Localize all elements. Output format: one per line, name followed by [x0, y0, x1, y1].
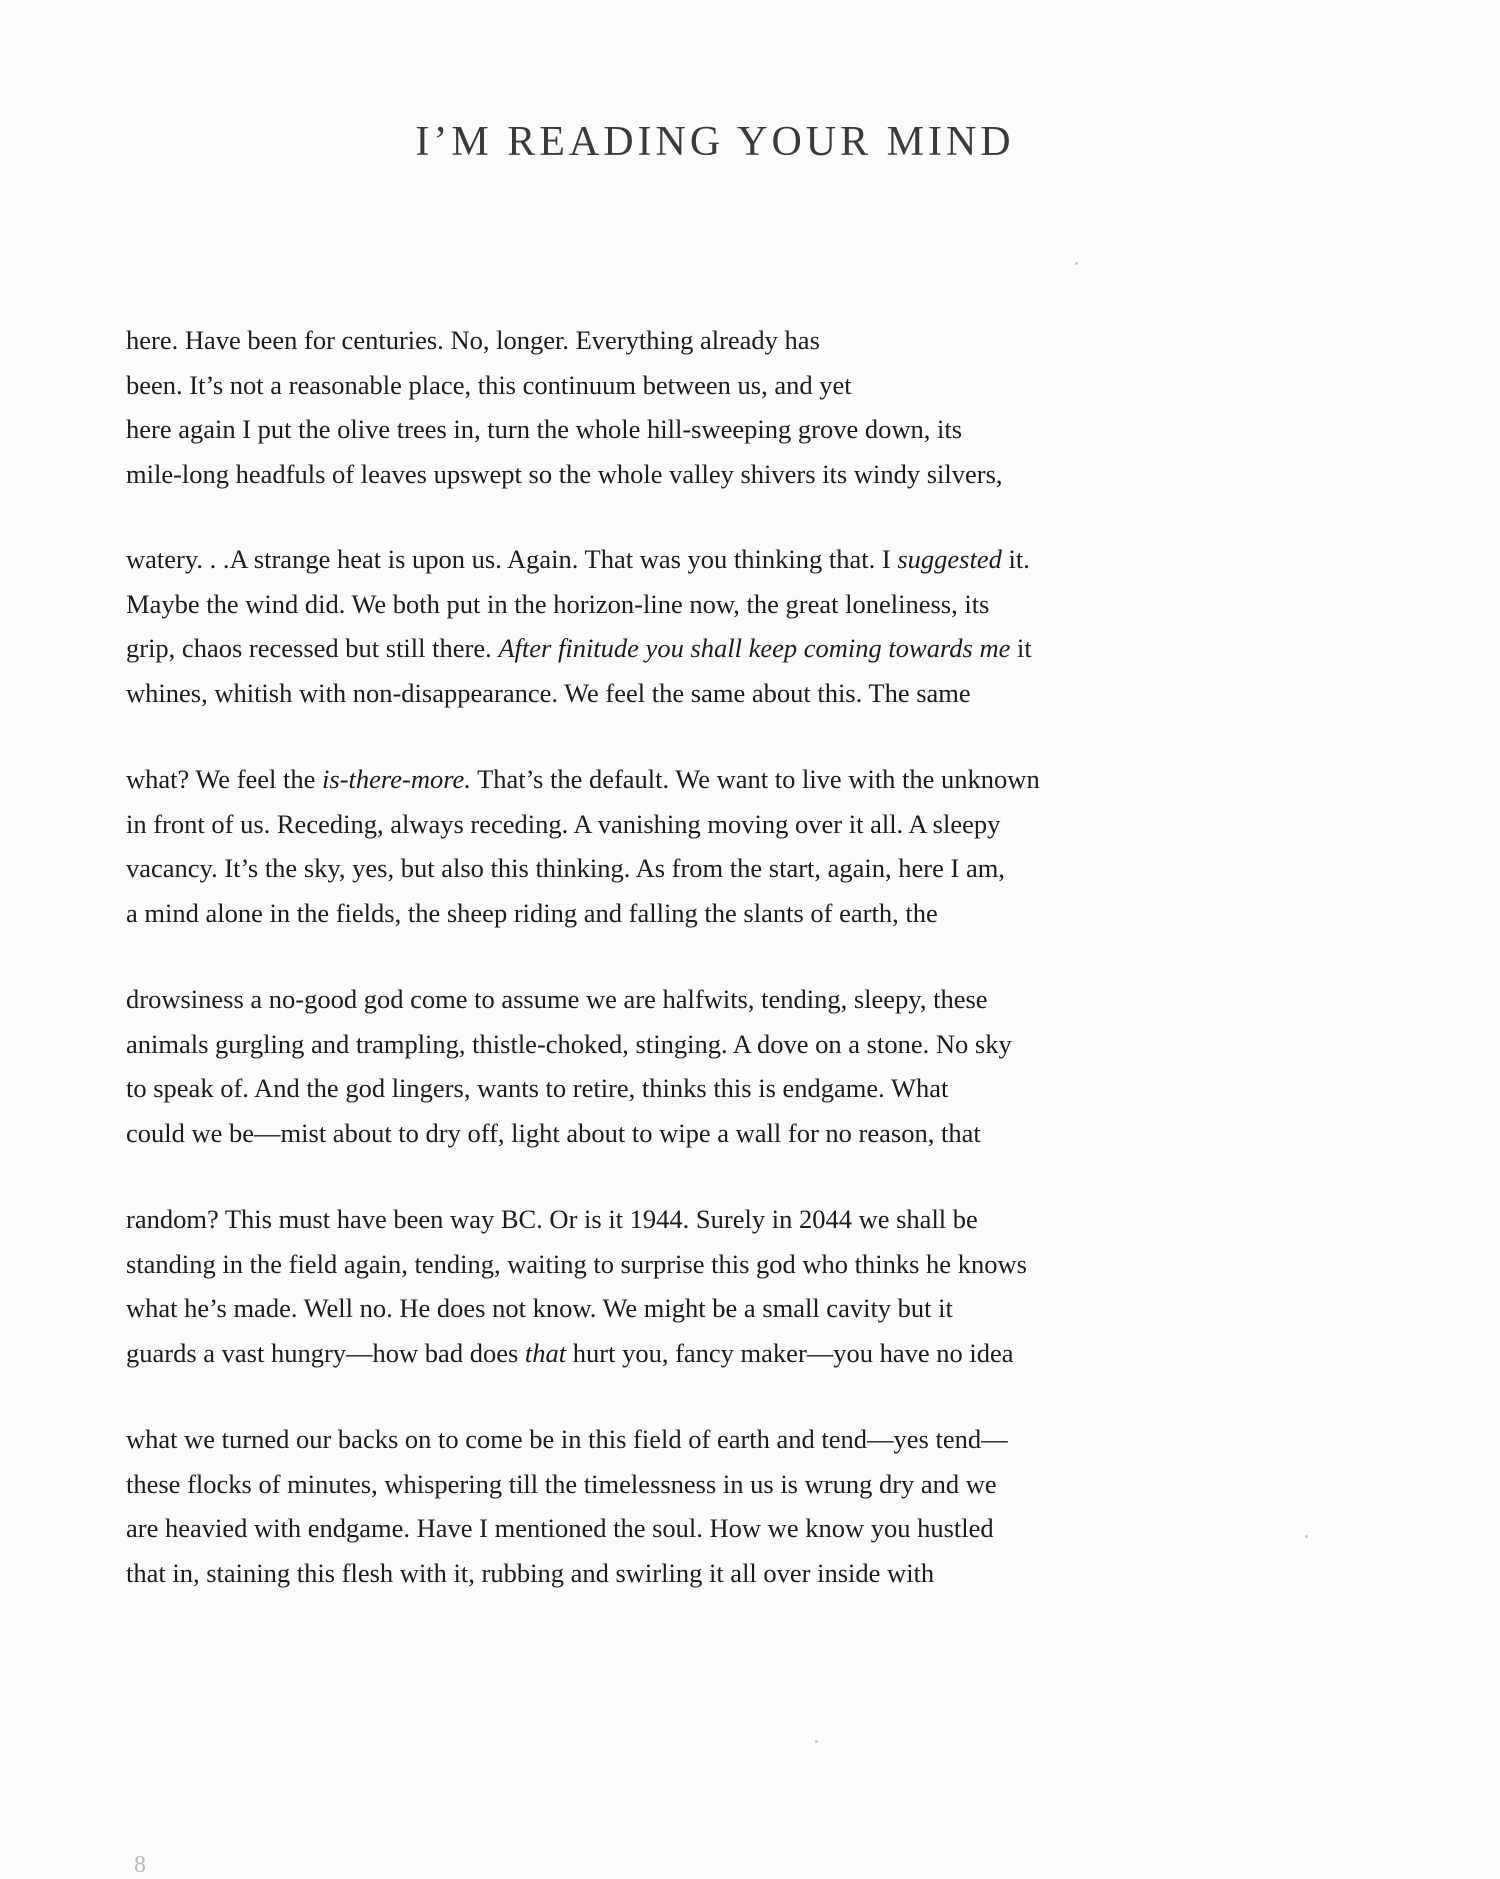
poem-line: whines, whitish with non-disappearance. We feel the same about this. The same [126, 677, 971, 708]
poem-line: grip, chaos recessed but still there. After finitude you shall keep coming towards me it [126, 633, 1032, 663]
poem-line: what? We feel the is-there-more. That’s the default. We want to live with the unknown [126, 764, 1040, 794]
poem-line: here again I put the olive trees in, turn the whole hill-sweeping grove down, its [126, 414, 963, 444]
poem-line: to speak of. And the god lingers, wants to retire, thinks this is endgame. What [126, 1073, 949, 1103]
stanza-4 [126, 977, 1266, 1155]
poem-line: been. It’s not a reasonable place, this continuum between us, and yet [126, 369, 852, 400]
stanza-5 [126, 1197, 1266, 1375]
scan-speck [815, 1740, 818, 1743]
poem-line: in front of us. Receding, always receding. A vanishing moving over it all. A sleepy [126, 808, 1001, 839]
stanza-6 [126, 1417, 1266, 1595]
poem-line: animals gurgling and trampling, thistle-choked, stinging. A dove on a stone. No sky [126, 1028, 1012, 1059]
poem-line: what we turned our backs on to come be in this field of earth and tend—yes tend— [126, 1424, 1008, 1454]
poem-line: what he’s made. Well no. He does not know. We might be a small cavity but it [126, 1293, 953, 1323]
poem-title: I’M READING YOUR MIND [415, 119, 1015, 165]
poem-line: vacancy. It’s the sky, yes, but also this thinking. As from the start, again, here I am, [126, 853, 1005, 883]
poem-line: here. Have been for centuries. No, longer. Everything already has [126, 325, 820, 355]
poem-line: standing in the field again, tending, waiting to surprise this god who thinks he knows [126, 1248, 1027, 1279]
poem-line: Maybe the wind did. We both put in the horizon-line now, the great loneliness, its [126, 588, 990, 619]
scan-speck [1075, 262, 1078, 265]
poem-line: watery. . .A strange heat is upon us. Again. That was you thinking that. I suggested it. [126, 544, 1030, 574]
poem-line: are heavied with endgame. Have I mentioned the soul. How we know you hustled [126, 1513, 994, 1543]
scan-speck [1305, 1535, 1308, 1538]
poem-line: drowsiness a no-good god come to assume we are halfwits, tending, sleepy, these [126, 984, 988, 1014]
stanza-2 [126, 537, 1266, 715]
poem-line: guards a vast hungry—how bad does that hurt you, fancy maker—you have no idea [126, 1337, 1014, 1368]
poem-line: these flocks of minutes, whispering till the timelessness in us is wrung dry and we [126, 1468, 997, 1499]
poem-line: that in, staining this flesh with it, rubbing and swirling it all over inside with [126, 1557, 935, 1588]
poem-line: a mind alone in the fields, the sheep riding and falling the slants of earth, the [126, 897, 938, 928]
page-number: 8 [134, 1852, 146, 1878]
stanza-1 [126, 318, 1266, 496]
stanza-3 [126, 757, 1266, 935]
poem-line: mile-long headfuls of leaves upswept so the whole valley shivers its windy silvers, [126, 458, 1003, 489]
poem-line: random? This must have been way BC. Or is it 1944. Surely in 2044 we shall be [126, 1204, 978, 1234]
poem-line: could we be—mist about to dry off, light about to wipe a wall for no reason, that [126, 1117, 981, 1148]
